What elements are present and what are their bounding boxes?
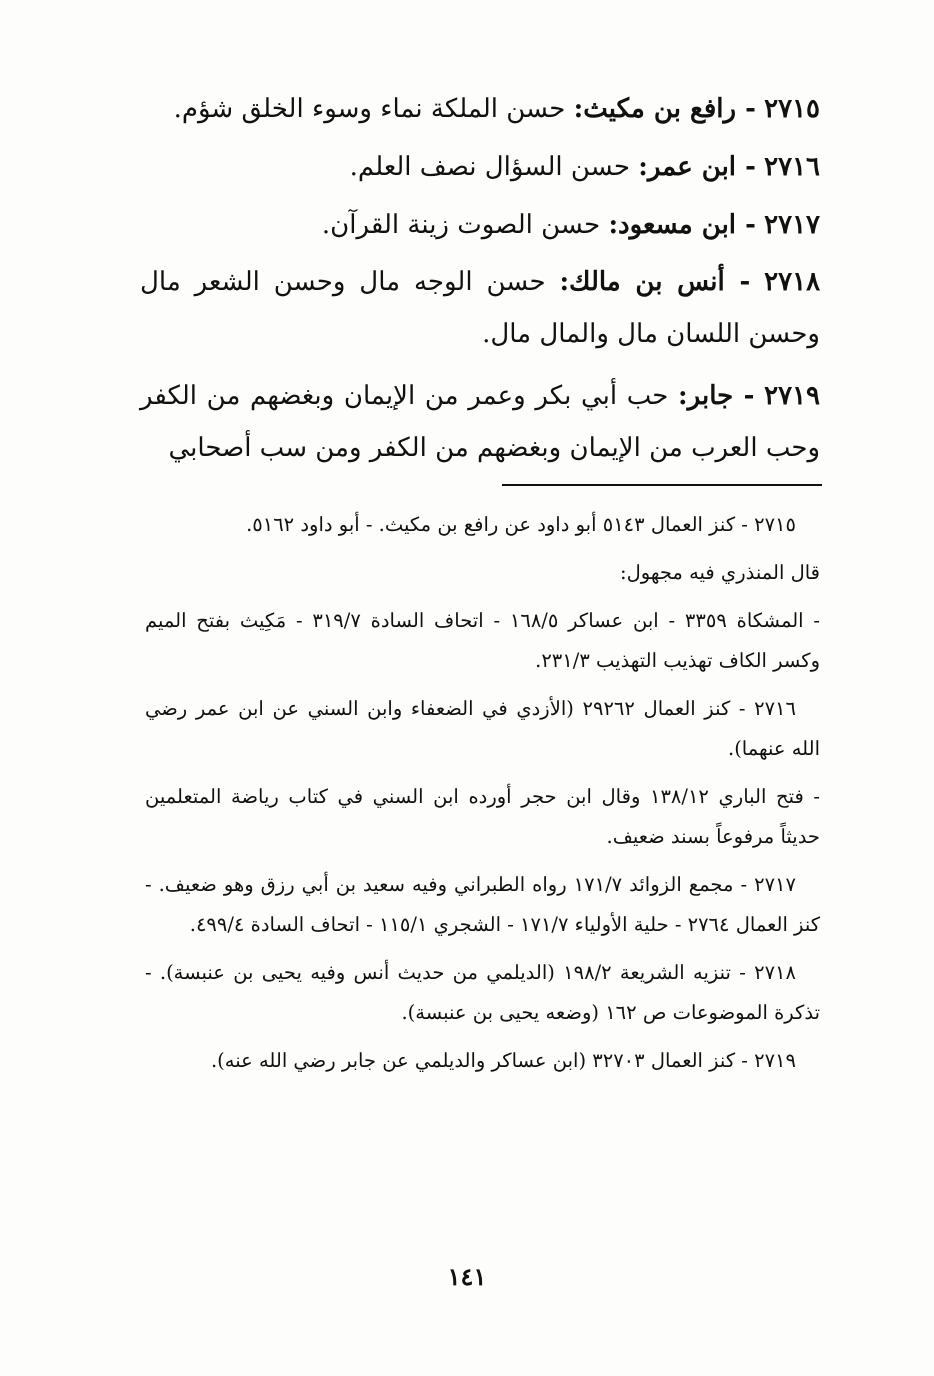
footnote: ٢٧١٧ - مجمع الزوائد ١٧١/٧ رواه الطبراني وفيه سعيد بن أبي رزق وهو ضعيف. - كنز العمال ٢٧٦٤ - حلية الأولياء ١٧١/٧ - الشجري ١١٥/١ - اتحاف السادة ٤٩٩/٤. (145, 873, 820, 936)
hadith-entry: ٢٧١٦ - ابن عمر: حسن السؤال نصف العلم. (349, 152, 820, 182)
hadith-text: حسن الوجه مال وحسن الشعر مال وحسن اللسان مال والمال مال. (140, 267, 820, 349)
hadith-narrator: جابر: (678, 381, 734, 411)
footnote: - المشكاة ٣٣٥٩ - ابن عساكر ١٦٨/٥ - اتحاف السادة ٣١٩/٧ - مَكِيث بفتح الميم وكسر الكاف تهذيب التهذيب ٢٣١/٣. (145, 609, 820, 672)
footnote-divider (502, 484, 822, 486)
hadith-number: ٢٧١٧ (764, 210, 820, 240)
hadith-narrator: ابن عمر: (638, 152, 737, 182)
hadith-entry: ٢٧١٨ - أنس بن مالك: حسن الوجه مال وحسن الشعر مال وحسن اللسان مال والمال مال. (140, 267, 821, 349)
footnote: ٢٧١٦ - كنز العمال ٢٩٢٦٢ (الأزدي في الضعفاء وابن السني عن ابن عمر رضي الله عنهما). (145, 697, 820, 760)
footnote: ٢٧١٨ - تنزيه الشريعة ١٩٨/٢ (الديلمي من حديث أنس وفيه يحيى بن عنبسة). - تذكرة الموضوعات ص ١٦٢ (وضعه يحيى بن عنبسة). (145, 961, 820, 1024)
hadith-number: ٢٧١٥ (764, 94, 820, 124)
footnote: - فتح الباري ١٣٨/١٢ وقال ابن حجر أورده ابن السني في كتاب رياضة المتعلمين حديثاً مرفوعاً بسند ضعيف. (145, 785, 820, 848)
hadith-text: حسن السؤال نصف العلم. (349, 152, 630, 182)
hadith-entry: ٢٧١٧ - ابن مسعود: حسن الصوت زينة القرآن. (321, 210, 820, 240)
page-number: ١٤١ (447, 1262, 487, 1291)
footnote: ٢٧١٥ - كنز العمال ٥١٤٣ أبو داود عن رافع بن مكيث. - أبو داود ٥١٦٢. (246, 513, 796, 536)
footnote: ٢٧١٩ - كنز العمال ٣٢٧٠٣ (ابن عساكر والديلمي عن جابر رضي الله عنه). (210, 1049, 796, 1072)
hadith-text: حسن الصوت زينة القرآن. (321, 210, 601, 240)
hadith-entry: ٢٧١٥ - رافع بن مكيث: حسن الملكة نماء وسوء الخلق شؤم. (173, 94, 820, 124)
hadith-narrator: أنس بن مالك: (559, 267, 725, 297)
footnote: قال المنذري فيه مجهول: (620, 561, 820, 584)
hadith-number: ٢٧١٨ (764, 267, 821, 297)
hadith-entry: ٢٧١٩ - جابر: حب أبي بكر وعمر من الإيمان وبغضهم من الكفر وحب العرب من الإيمان وبغضهم من الكفر ومن سب أصحابي (140, 381, 821, 463)
hadith-text: حسن الملكة نماء وسوء الخلق شؤم. (173, 94, 566, 124)
hadith-number: ٢٧١٩ (764, 381, 821, 411)
hadith-number: ٢٧١٦ (764, 152, 820, 182)
main-text (140, 82, 820, 484)
hadith-narrator: رافع بن مكيث: (573, 94, 737, 124)
footnotes (145, 505, 820, 1089)
hadith-text: حب أبي بكر وعمر من الإيمان وبغضهم من الكفر وحب العرب من الإيمان وبغضهم من الكفر ومن سب أصحابي (140, 381, 820, 463)
hadith-narrator: ابن مسعود: (608, 210, 737, 240)
